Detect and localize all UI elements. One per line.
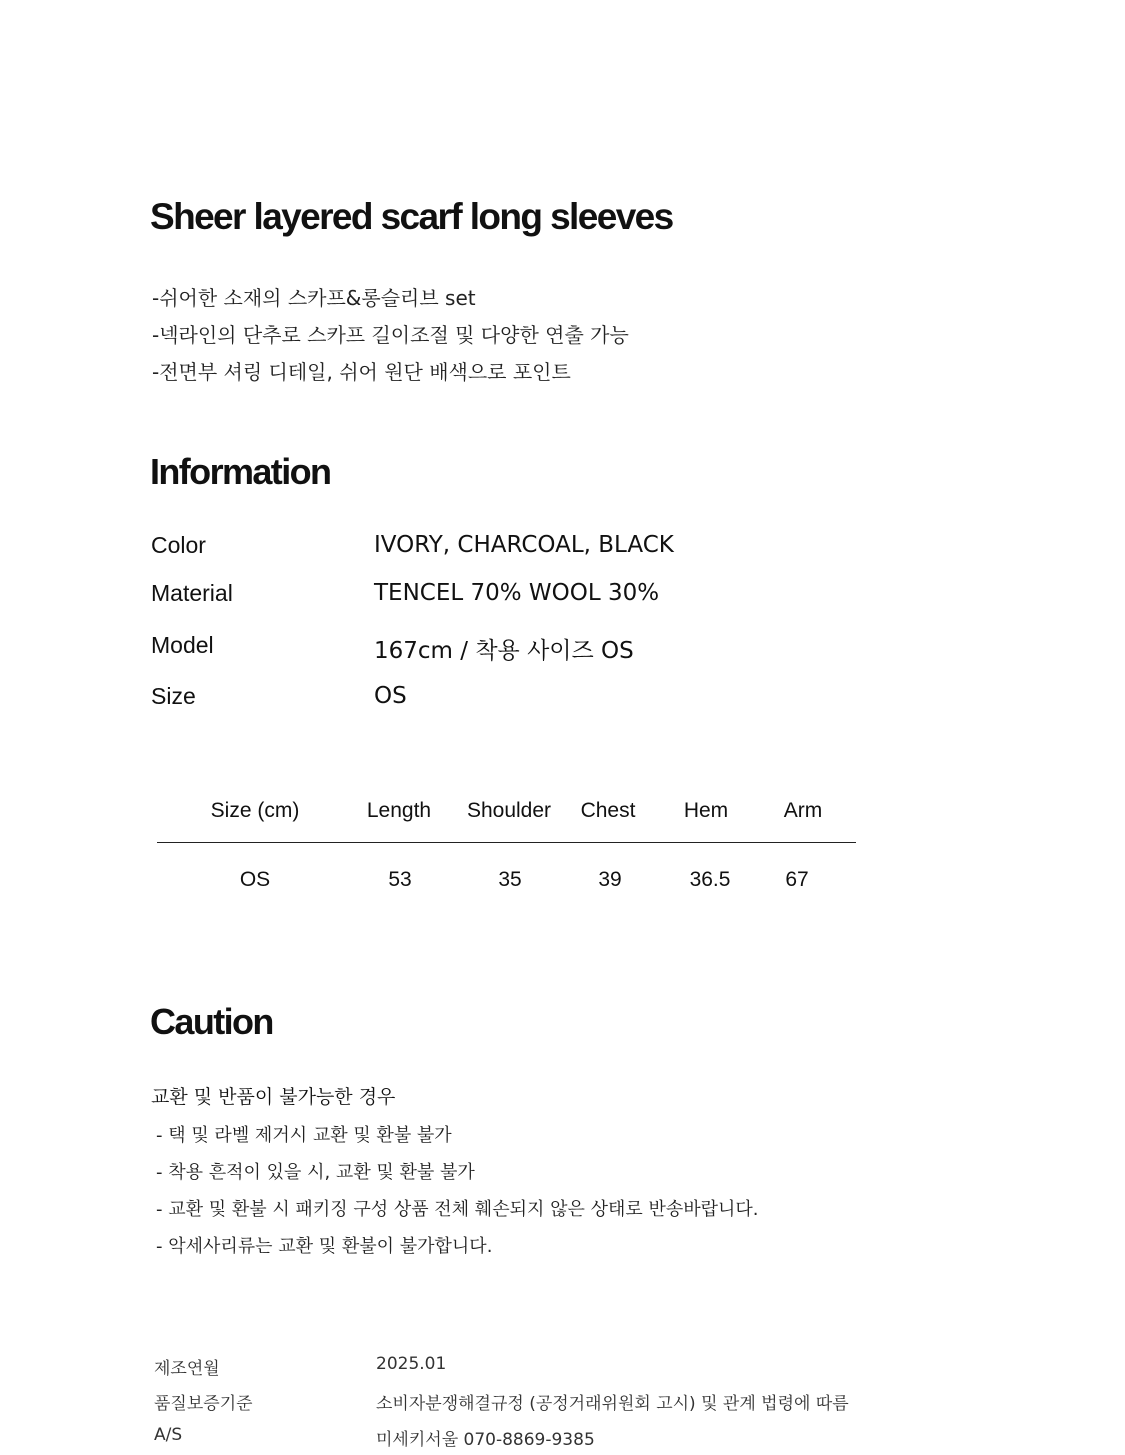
caution-item: - 착용 흔적이 있을 시, 교환 및 환불 불가 bbox=[156, 1162, 475, 1183]
size-table-cell: 53 bbox=[388, 868, 412, 891]
meta-label-as: A/S bbox=[154, 1425, 183, 1445]
info-label-size: Size bbox=[151, 683, 196, 709]
info-value-size: OS bbox=[374, 683, 407, 709]
meta-label-manufacture-date: 제조연월 bbox=[154, 1359, 220, 1379]
size-table-header: Arm bbox=[783, 799, 823, 822]
product-title: Sheer layered scarf long sleeves bbox=[150, 196, 673, 237]
information-heading: Information bbox=[150, 451, 331, 492]
caution-subheading: 교환 및 반품이 불가능한 경우 bbox=[151, 1086, 396, 1108]
size-table-cell: 36.5 bbox=[689, 868, 731, 891]
info-label-model: Model bbox=[151, 632, 214, 658]
caution-heading: Caution bbox=[150, 1001, 273, 1042]
caution-item: - 택 및 라벨 제거시 교환 및 환불 불가 bbox=[156, 1125, 452, 1146]
size-table-header: Length bbox=[366, 799, 432, 822]
product-bullet: -전면부 셔링 디테일, 쉬어 원단 배색으로 포인트 bbox=[152, 360, 571, 384]
size-table-cell: 67 bbox=[785, 868, 809, 891]
meta-value-manufacture-date: 2025.01 bbox=[376, 1354, 447, 1374]
caution-item: - 악세사리류는 교환 및 환불이 불가합니다. bbox=[156, 1236, 493, 1257]
size-table-header: Chest bbox=[580, 799, 636, 822]
info-value-material: TENCEL 70% WOOL 30% bbox=[374, 580, 660, 606]
size-table-cell: 35 bbox=[498, 868, 522, 891]
meta-value-quality-standard: 소비자분쟁해결규정 (공정거래위원회 고시) 및 관계 법령에 따름 bbox=[376, 1394, 849, 1414]
caution-item: - 교환 및 환불 시 패키징 구성 상품 전체 훼손되지 않은 상태로 반송바랍니다. bbox=[156, 1199, 759, 1220]
info-value-color: IVORY, CHARCOAL, BLACK bbox=[374, 532, 674, 558]
product-bullet: -쉬어한 소재의 스카프&롱슬리브 set bbox=[152, 286, 476, 310]
meta-label-quality-standard: 품질보증기준 bbox=[154, 1394, 253, 1414]
size-table-divider bbox=[157, 842, 856, 843]
product-bullet: -넥라인의 단추로 스카프 길이조절 및 다양한 연출 가능 bbox=[152, 323, 629, 347]
info-label-color: Color bbox=[151, 532, 206, 558]
info-value-model: 167cm / 착용 사이즈 OS bbox=[374, 638, 634, 664]
size-table-header: Size (cm) bbox=[210, 799, 300, 822]
size-table-cell: 39 bbox=[598, 868, 622, 891]
size-table-header: Hem bbox=[683, 799, 729, 822]
size-table-cell: OS bbox=[239, 868, 271, 891]
info-label-material: Material bbox=[151, 580, 233, 606]
size-table-header: Shoulder bbox=[466, 799, 552, 822]
meta-value-as: 미세키서울 070-8869-9385 bbox=[376, 1430, 595, 1450]
